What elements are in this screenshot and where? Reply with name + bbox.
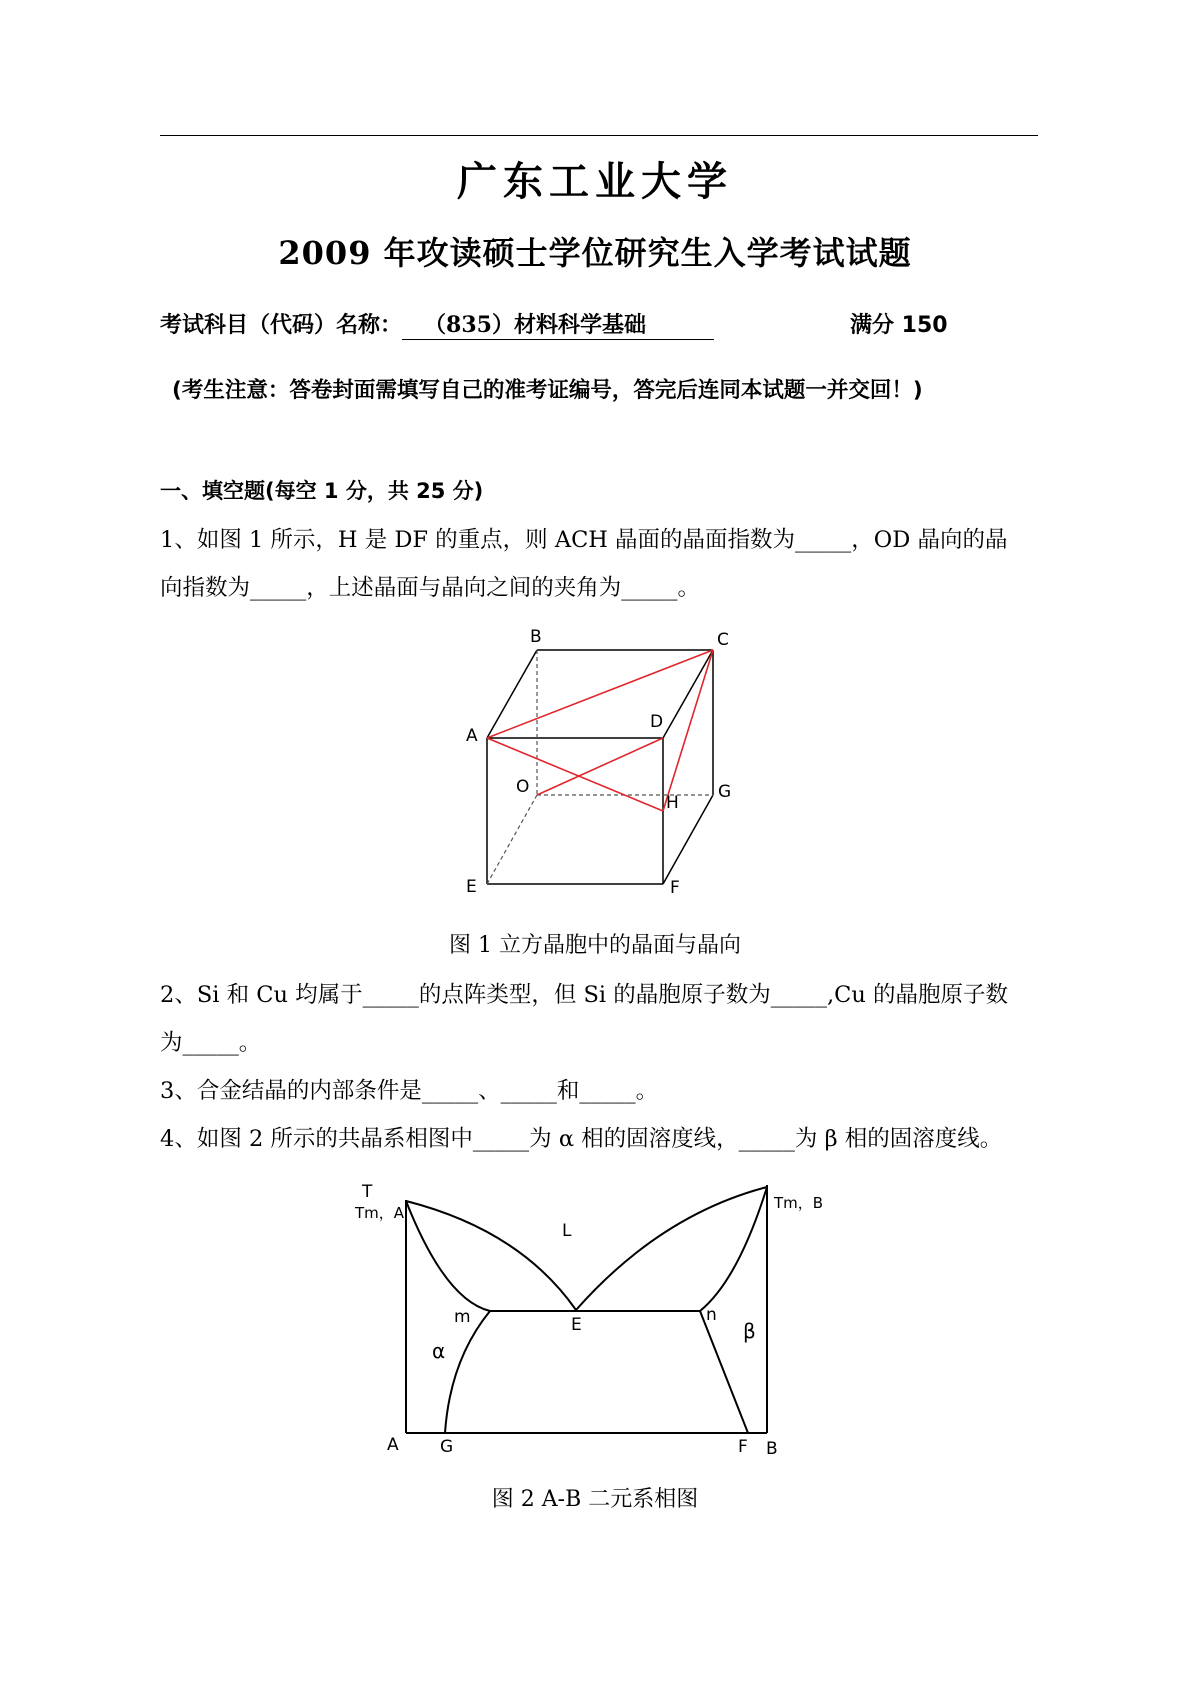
label-O: O <box>516 777 530 797</box>
label-F: F <box>738 1437 748 1457</box>
question-3: 3、合金结晶的内部条件是_____、_____和_____。 <box>160 1078 659 1104</box>
figure-1-cubic-cell <box>440 620 760 900</box>
label-C: C <box>717 630 729 650</box>
subject-label: 考试科目（代码）名称： <box>160 313 403 338</box>
line-AC <box>487 650 713 738</box>
label-beta: β <box>743 1319 756 1343</box>
exam-title: 2009 年攻读硕士学位研究生入学考试试题 <box>278 234 912 272</box>
full-score: 满分 150 <box>850 313 948 338</box>
edge-AB <box>487 650 537 738</box>
label-L: L <box>562 1221 572 1241</box>
label-F: F <box>670 878 680 898</box>
label-B: B <box>766 1439 778 1459</box>
figure-2-caption: 图 2 A-B 二元系相图 <box>491 1487 699 1512</box>
edge-CD <box>663 650 713 738</box>
label-G: G <box>440 1437 454 1457</box>
label-T: T <box>362 1182 373 1202</box>
label-n: n <box>706 1305 717 1325</box>
label-G: G <box>718 782 732 802</box>
question-4: 4、如图 2 所示的共晶系相图中_____为 α 相的固溶度线，_____为 β 相的固溶度线。 <box>160 1126 1003 1152</box>
label-H: H <box>666 793 679 813</box>
candidate-notice: (考生注意：答卷封面需填写自己的准考证编号，答完后连同本试题一并交回！) <box>172 378 923 403</box>
section-heading: 一、填空题(每空 1 分，共 25 分) <box>160 479 484 503</box>
liquidus-right <box>576 1187 767 1310</box>
label-m: m <box>454 1307 471 1327</box>
label-D: D <box>650 712 664 732</box>
hidden-edge-OE <box>487 795 537 884</box>
label-A: A <box>466 726 478 746</box>
label-E: E <box>571 1315 582 1335</box>
line-HA <box>487 738 663 811</box>
subject-line <box>160 308 714 340</box>
figure-1-caption: 图 1 立方晶胞中的晶面与晶向 <box>449 933 741 958</box>
question-1-line-2: 向指数为_____，上述晶面与晶向之间的夹角为_____。 <box>160 575 701 601</box>
line-CH <box>663 650 713 811</box>
question-2-line-2: 为_____。 <box>160 1030 262 1056</box>
question-1-line-1: 1、如图 1 所示，H 是 DF 的重点，则 ACH 晶面的晶面指数为_____，OD 晶向的晶 <box>160 527 1008 553</box>
solidus-left <box>406 1201 490 1311</box>
solvus-mG <box>445 1311 490 1433</box>
figure-2-phase-diagram <box>340 1170 840 1460</box>
label-B: B <box>530 627 542 647</box>
label-TmA: Tm，A <box>355 1204 405 1222</box>
label-A: A <box>387 1435 399 1455</box>
label-alpha: α <box>432 1339 446 1363</box>
solidus-right <box>700 1187 767 1311</box>
subject-value: （835）材料科学基础 <box>402 308 714 340</box>
solvus-nF <box>700 1311 748 1433</box>
header-rule <box>160 135 1038 136</box>
question-2-line-1: 2、Si 和 Cu 均属于_____的点阵类型，但 Si 的晶胞原子数为_____,Cu 的晶胞原子数 <box>160 982 1009 1008</box>
university-title: 广东工业大学 <box>457 158 733 205</box>
label-TmB: Tm，B <box>774 1194 824 1212</box>
label-E: E <box>466 877 477 897</box>
